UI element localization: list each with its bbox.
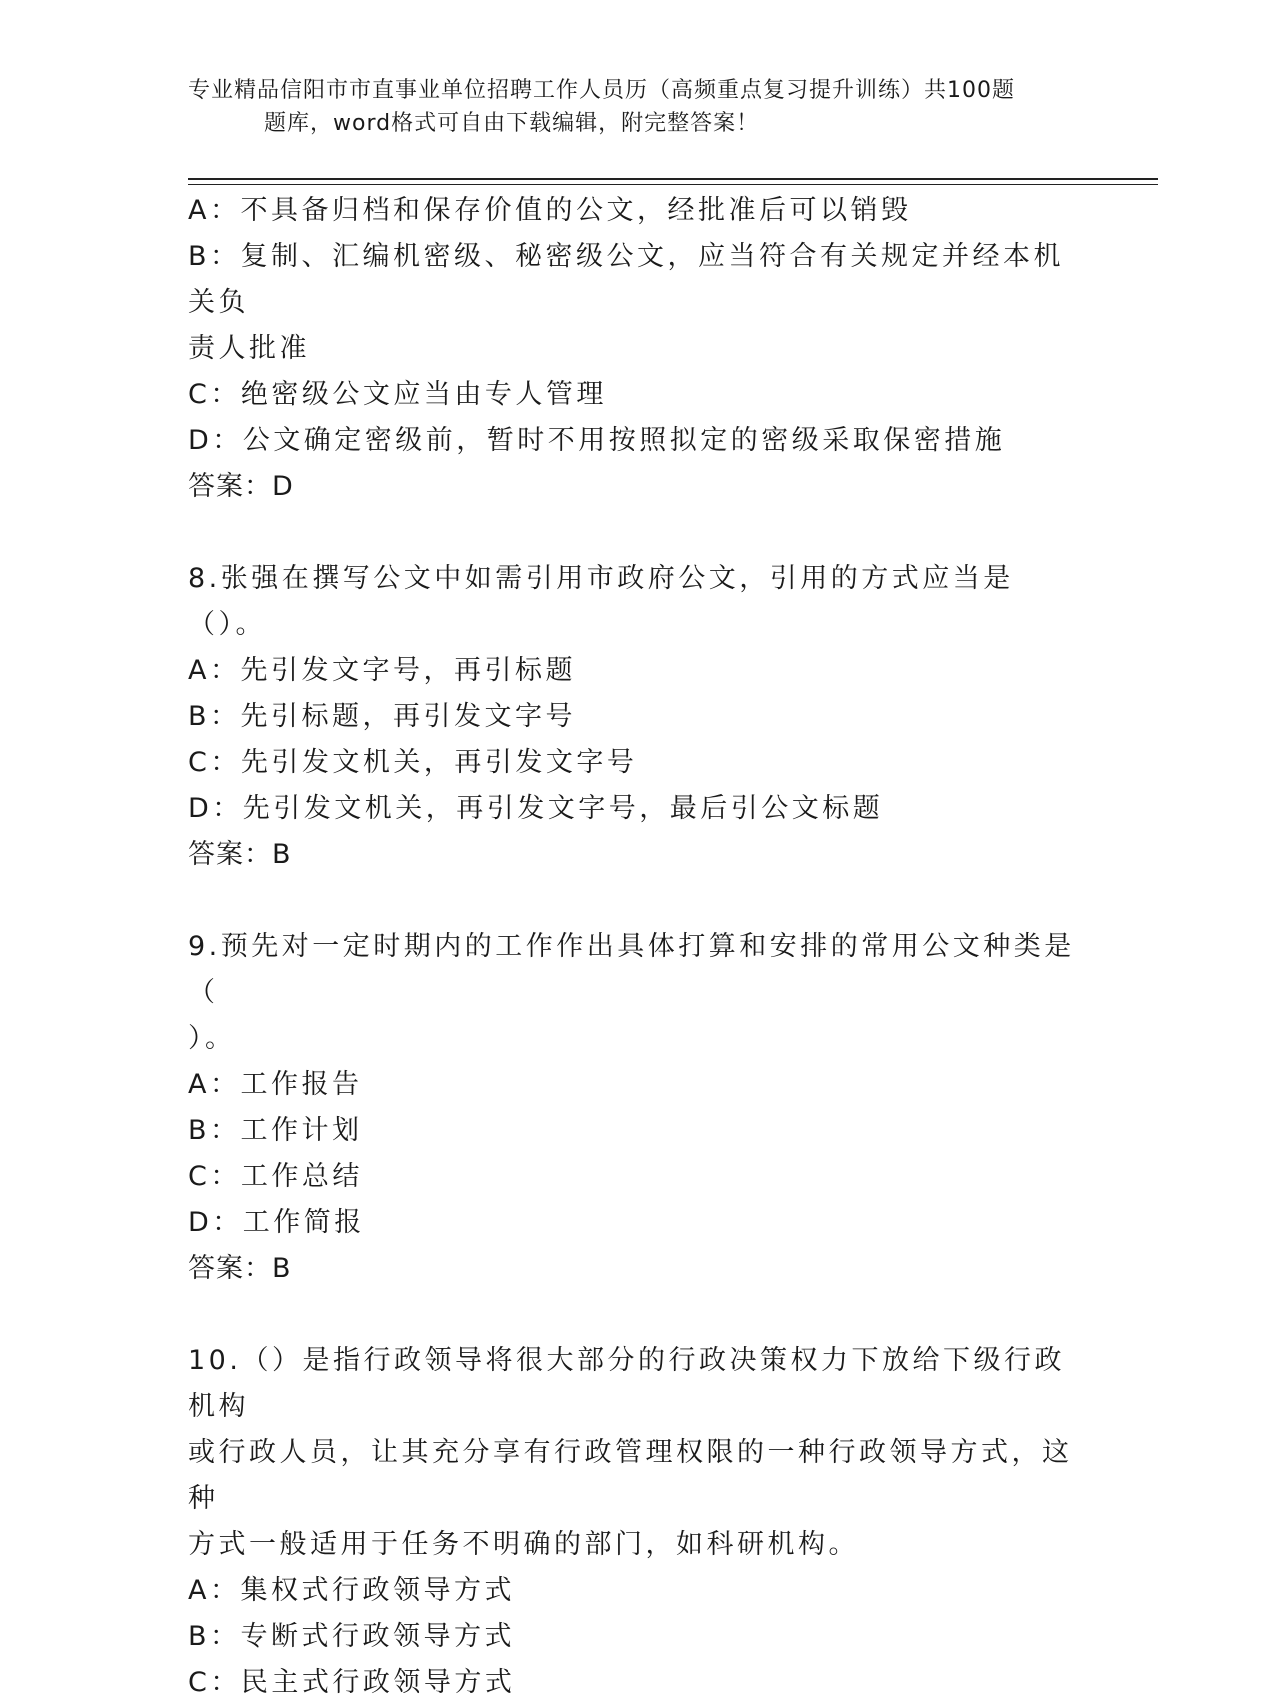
question-line: B：工作计划 xyxy=(188,1115,363,1146)
question-list xyxy=(188,188,1088,1706)
page-header xyxy=(188,74,1088,140)
question-line: B：专断式行政领导方式 xyxy=(188,1621,516,1652)
question-block xyxy=(188,188,1088,510)
question-line: A：集权式行政领导方式 xyxy=(188,1575,515,1606)
header-divider-thick xyxy=(188,178,1158,180)
answer-line: 答案：B xyxy=(188,1253,292,1284)
question-line: D：公文确定密级前，暂时不用按照拟定的密级采取保密措施 xyxy=(188,425,1006,456)
answer-line: 答案：B xyxy=(188,839,292,870)
question-block xyxy=(188,924,1088,1292)
question-line: 或行政人员，让其充分享有行政管理权限的一种行政领导方式，这种 xyxy=(188,1437,1073,1514)
question-block xyxy=(188,1338,1088,1706)
question-line: B：先引标题，再引发文字号 xyxy=(188,701,577,732)
question-line: 8.张强在撰写公文中如需引用市政府公文，引用的方式应当是（）。 xyxy=(188,563,1014,640)
question-line: C：民主式行政领导方式 xyxy=(188,1667,516,1698)
question-line: C：工作总结 xyxy=(188,1161,363,1192)
question-line: D：工作简报 xyxy=(188,1207,365,1238)
question-line: A：工作报告 xyxy=(188,1069,363,1100)
answer-line: 答案：D xyxy=(188,471,294,502)
block-spacer xyxy=(188,878,1088,924)
block-spacer xyxy=(188,1292,1088,1338)
question-line: 9.预先对一定时期内的工作作出具体打算和安排的常用公文种类是（ xyxy=(188,931,1075,1008)
question-line: 10.（）是指行政领导将很大部分的行政决策权力下放给下级行政机构 xyxy=(188,1345,1065,1422)
question-line: B：复制、汇编机密级、秘密级公文，应当符合有关规定并经本机关负 xyxy=(188,241,1065,318)
question-line: 责人批准 xyxy=(188,333,310,364)
question-line: C：先引发文机关，再引发文字号 xyxy=(188,747,638,778)
block-spacer xyxy=(188,510,1088,556)
question-line: 方式一般适用于任务不明确的部门，如科研机构。 xyxy=(188,1529,859,1560)
question-block xyxy=(188,556,1088,878)
header-title-line1: 专业精品信阳市市直事业单位招聘工作人员历（高频重点复习提升训练）共100题 xyxy=(188,78,1015,103)
header-title-line2: 题库，word格式可自由下载编辑，附完整答案！ xyxy=(264,111,760,136)
question-line: ）。 xyxy=(188,1023,236,1054)
question-line: A：先引发文字号，再引标题 xyxy=(188,655,576,686)
header-divider-thin xyxy=(188,184,1158,185)
question-line: A：不具备归档和保存价值的公文，经批准后可以销毁 xyxy=(188,195,912,226)
question-line: C：绝密级公文应当由专人管理 xyxy=(188,379,607,410)
question-line: D：先引发文机关，再引发文字号，最后引公文标题 xyxy=(188,793,884,824)
